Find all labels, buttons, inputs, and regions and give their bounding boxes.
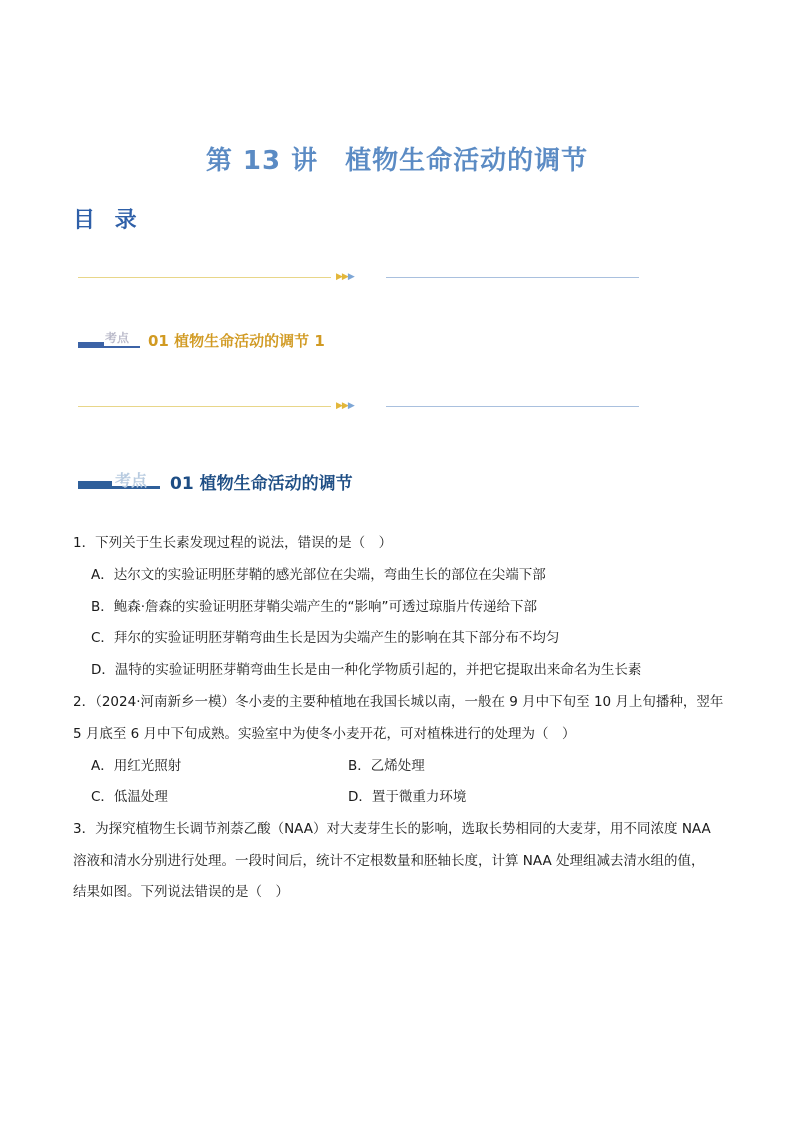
question-2-option-d: D．置于微重力环境 <box>348 789 467 805</box>
kaodian-tag-label: 考点 <box>115 471 148 490</box>
question-1-option-d: D．温特的实验证明胚芽鞘弯曲生长是由一种化学物质引起的，并把它提取出来命名为生长素 <box>91 662 642 678</box>
divider-arrows-icon: ▶▶▶ <box>336 401 354 411</box>
question-1-option-c: C．拜尔的实验证明胚芽鞘弯曲生长是因为尖端产生的影响在其下部分布不均匀 <box>91 630 560 646</box>
section-title: 01 植物生命活动的调节 <box>170 474 353 494</box>
question-3-stem-line-1: 3．为探究植物生长调节剂萘乙酸（NAA）对大麦芽生长的影响，选取长势相同的大麦芽，用不同浓度 NAA <box>73 821 711 837</box>
question-1-option-a: A．达尔文的实验证明胚芽鞘的感光部位在尖端，弯曲生长的部位在尖端下部 <box>91 567 546 583</box>
question-2-option-a: A．用红光照射 <box>91 758 182 774</box>
divider-top <box>78 271 638 283</box>
lesson-title: 第 13 讲 植物生命活动的调节 <box>205 146 589 176</box>
kaodian-tag-label: 考点 <box>105 331 130 345</box>
question-1-stem: 1．下列关于生长素发现过程的说法，错误的是（ ） <box>73 535 393 551</box>
divider-right-line <box>386 277 639 278</box>
question-2-stem-line-2: 5 月底至 6 月中下旬成熟。实验室中为使冬小麦开花，可对植株进行的处理为（ ） <box>73 726 576 742</box>
divider-left-line <box>78 277 331 278</box>
question-1-option-b: B．鲍森·詹森的实验证明胚芽鞘尖端产生的“影响”可透过琼脂片传递给下部 <box>91 599 538 615</box>
toc-heading: 目 录 <box>73 208 143 233</box>
question-2-stem-line-1: 2．（2024·河南新乡一模）冬小麦的主要种植地在我国长城以南，一般在 9 月中下旬至 10 月上旬播种，翌年 <box>73 694 724 710</box>
divider-arrows-icon: ▶▶▶ <box>336 272 354 282</box>
question-3-stem-line-2: 溶液和清水分别进行处理。一段时间后，统计不定根数量和胚轴长度，计算 NAA 处理组减去清水组的值， <box>73 853 705 869</box>
toc-entry-text: 01 植物生命活动的调节 1 <box>148 332 325 350</box>
divider-left-line <box>78 406 331 407</box>
question-2-option-b: B．乙烯处理 <box>348 758 425 774</box>
question-3-stem-line-3: 结果如图。下列说法错误的是（ ） <box>73 884 289 900</box>
divider-right-line <box>386 406 639 407</box>
kaodian-tag-large <box>78 467 160 491</box>
divider-bottom <box>78 400 638 412</box>
question-2-option-c: C．低温处理 <box>91 789 168 805</box>
kaodian-tag-small <box>78 329 140 349</box>
